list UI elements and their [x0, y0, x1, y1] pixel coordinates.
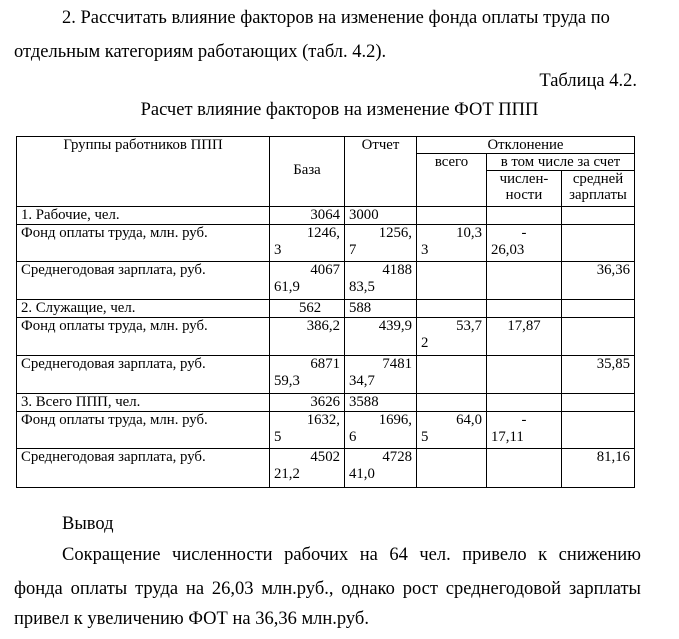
cell-base: 6871 59,3 [270, 356, 345, 394]
cell-wage [562, 394, 635, 412]
task-line-1: 2. Рассчитать влияние факторов на изменение фонда оплаты труда по [62, 8, 610, 28]
header-report: Отчет [345, 137, 417, 207]
cell-wage [562, 300, 635, 318]
header-avgwage-part1: средней [572, 171, 624, 187]
cell-wage: 81,16 [562, 449, 635, 488]
cell-base: 386,2 [270, 318, 345, 356]
table-row [17, 207, 635, 225]
cell-headcount [487, 262, 562, 300]
cell-report: 439,9 [345, 318, 417, 356]
conclusion-heading: Вывод [62, 514, 114, 534]
cell-base: 562 [270, 300, 345, 318]
table-row [17, 225, 635, 262]
cell-headcount: - 17,11 [487, 412, 562, 449]
table-row [17, 356, 635, 394]
cell-report: 7481 34,7 [345, 356, 417, 394]
cell-wage [562, 412, 635, 449]
cell-report: 588 [345, 300, 417, 318]
cell-wage: 35,85 [562, 356, 635, 394]
table-row [17, 394, 635, 412]
cell-report: 4188 83,5 [345, 262, 417, 300]
conclusion-line-1: Сокращение численности рабочих на 64 чел. привело к снижению [62, 545, 641, 565]
row-label: Фонд оплаты труда, млн. руб. [17, 225, 270, 262]
row-label: 1. Рабочие, чел. [17, 207, 270, 225]
header-headcount [487, 171, 562, 207]
task-line-2: отдельным категориям работающих (табл. 4.2). [14, 42, 387, 62]
header-headcount-part1: числен- [499, 171, 549, 187]
cell-base: 1246, 3 [270, 225, 345, 262]
cell-report: 1256, 7 [345, 225, 417, 262]
cell-total [417, 207, 487, 225]
cell-total [417, 449, 487, 488]
cell-report: 4728 41,0 [345, 449, 417, 488]
header-avgwage-part2: зарплаты [569, 187, 627, 203]
cell-base: 3064 [270, 207, 345, 225]
table-row [17, 412, 635, 449]
cell-report: 1696, 6 [345, 412, 417, 449]
cell-report: 3000 [345, 207, 417, 225]
cell-headcount [487, 207, 562, 225]
table-number: Таблица 4.2. [539, 71, 637, 91]
cell-headcount [487, 394, 562, 412]
cell-wage [562, 207, 635, 225]
cell-headcount [487, 300, 562, 318]
row-label: 3. Всего ППП, чел. [17, 394, 270, 412]
header-deviation: Отклонение [417, 137, 635, 154]
header-avgwage [562, 171, 635, 207]
cell-total [417, 356, 487, 394]
conclusion-line-2: фонда оплаты труда на 26,03 млн.руб., однако рост среднегодовой зарплаты [14, 579, 641, 599]
header-groups: Группы работников ППП [17, 137, 270, 207]
header-incl: в том числе за счет [487, 154, 635, 171]
row-label: Фонд оплаты труда, млн. руб. [17, 412, 270, 449]
cell-report: 3588 [345, 394, 417, 412]
cell-total: 10,3 3 [417, 225, 487, 262]
cell-total: 53,7 2 [417, 318, 487, 356]
table-title: Расчет влияние факторов на изменение ФОТ ППП [140, 100, 539, 120]
cell-headcount: 17,87 [487, 318, 562, 356]
cell-headcount [487, 449, 562, 488]
header-headcount-part2: ности [505, 187, 543, 203]
cell-headcount [487, 356, 562, 394]
header-base: База [270, 137, 345, 207]
cell-wage [562, 318, 635, 356]
row-label: Фонд оплаты труда, млн. руб. [17, 318, 270, 356]
row-label: Среднегодовая зарплата, руб. [17, 449, 270, 488]
cell-total [417, 300, 487, 318]
cell-base: 3626 [270, 394, 345, 412]
cell-headcount: - 26,03 [487, 225, 562, 262]
row-label: Среднегодовая зарплата, руб. [17, 356, 270, 394]
row-label: 2. Служащие, чел. [17, 300, 270, 318]
conclusion-line-3: привел к увеличению ФОТ на 36,36 млн.руб. [14, 609, 369, 629]
row-label: Среднегодовая зарплата, руб. [17, 262, 270, 300]
table-row [17, 262, 635, 300]
cell-total: 64,0 5 [417, 412, 487, 449]
cell-base: 4502 21,2 [270, 449, 345, 488]
cell-wage [562, 225, 635, 262]
cell-base: 4067 61,9 [270, 262, 345, 300]
factors-table [16, 136, 635, 488]
cell-total [417, 394, 487, 412]
table-row [17, 318, 635, 356]
cell-base: 1632, 5 [270, 412, 345, 449]
cell-total [417, 262, 487, 300]
cell-wage: 36,36 [562, 262, 635, 300]
table-row [17, 449, 635, 488]
header-total: всего [417, 154, 487, 207]
table-row [17, 300, 635, 318]
